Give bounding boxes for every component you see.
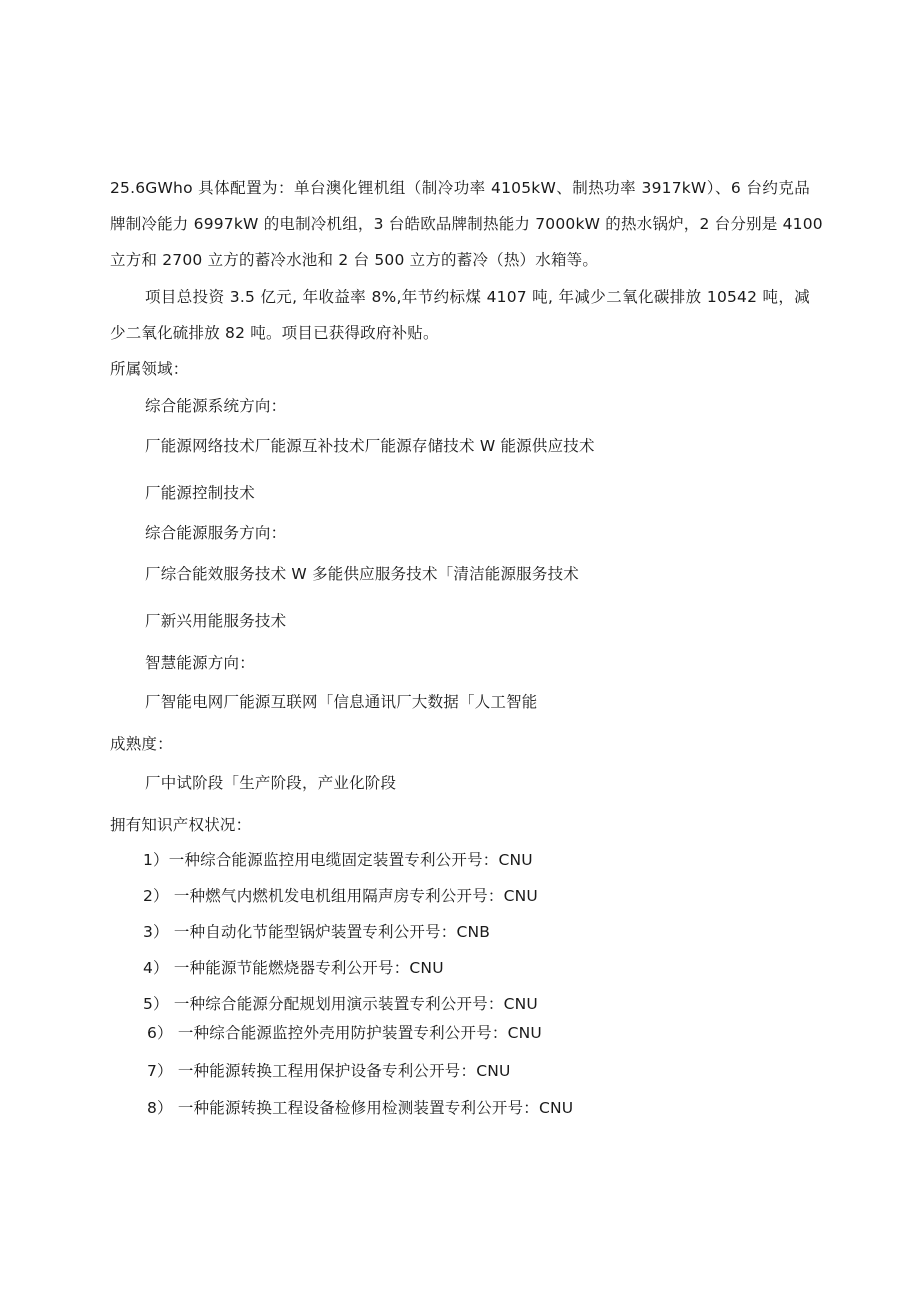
integrated-service-options-line-1: 厂综合能效服务技术 W 多能供应服务技术「清洁能源服务技术 <box>145 565 579 583</box>
paragraph-1-line-1: 25.6GWho 具体配置为：单台澳化锂机组（制冷功率 4105kW、制热功率 3917kW）、6 台约克品 <box>110 179 810 197</box>
integrated-system-title: 综合能源系统方向： <box>145 397 287 415</box>
patent-item: 5） 一种综合能源分配规划用演示装置专利公开号：CNU <box>143 995 538 1013</box>
paragraph-1-line-2: 牌制冷能力 6997kW 的电制冷机组，3 台皓欧品牌制热能力 7000kW 的热水锅炉，2 台分别是 4100 <box>110 215 823 233</box>
patent-item: 1）一种综合能源监控用电缆固定装置专利公开号：CNU <box>143 851 533 869</box>
paragraph-2-line-2: 少二氧化硫排放 82 吨。项目已获得政府补贴。 <box>110 324 439 342</box>
patent-item: 8） 一种能源转换工程设备检修用检测装置专利公开号：CNU <box>147 1099 574 1117</box>
maturity-options: 厂中试阶段「生产阶段，产业化阶段 <box>145 774 397 792</box>
maturity-heading: 成熟度： <box>110 735 173 753</box>
domain-heading: 所属领域： <box>110 360 189 378</box>
ip-heading: 拥有知识产权状况： <box>110 816 252 834</box>
patent-item: 3） 一种自动化节能型锅炉装置专利公开号：CNB <box>143 923 491 941</box>
integrated-system-options-line-1: 厂能源网络技术厂能源互补技术厂能源存储技术 W 能源供应技术 <box>145 437 595 455</box>
patent-item: 7） 一种能源转换工程用保护设备专利公开号：CNU <box>147 1062 511 1080</box>
patent-item: 6） 一种综合能源监控外壳用防护装置专利公开号：CNU <box>147 1024 542 1042</box>
integrated-system-options-line-2: 厂能源控制技术 <box>145 484 255 502</box>
patent-item: 4） 一种能源节能燃烧器专利公开号：CNU <box>143 959 444 977</box>
integrated-service-options-line-2: 厂新兴用能服务技术 <box>145 612 287 630</box>
smart-energy-title: 智慧能源方向： <box>145 654 255 672</box>
integrated-service-title: 综合能源服务方向： <box>145 524 287 542</box>
paragraph-2-line-1: 项目总投资 3.5 亿元, 年收益率 8%,年节约标煤 4107 吨, 年减少二氧化碳排放 10542 吨，减 <box>145 288 810 306</box>
smart-energy-options-line-1: 厂智能电网厂能源互联网「信息通讯厂大数据「人工智能 <box>145 693 538 711</box>
patent-item: 2） 一种燃气内燃机发电机组用隔声房专利公开号：CNU <box>143 887 538 905</box>
paragraph-1-line-3: 立方和 2700 立方的蓄冷水池和 2 台 500 立方的蓄冷（热）水箱等。 <box>110 251 599 269</box>
